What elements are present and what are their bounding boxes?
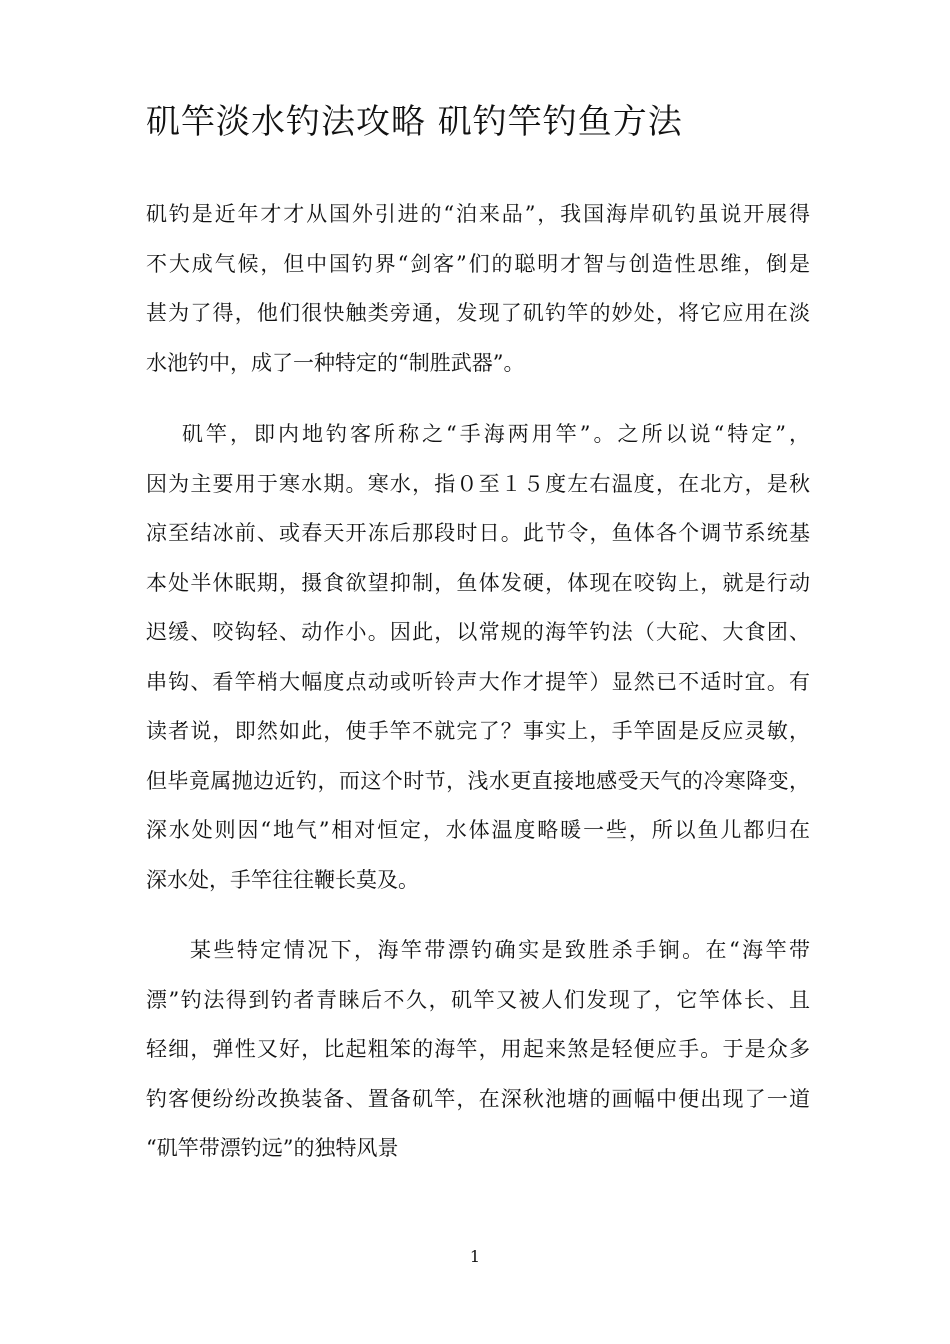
- paragraph-line: 轻细，弹性又好，比起粗笨的海竿，用起来煞是轻便应手。于是众多: [146, 1037, 810, 1061]
- paragraph-line: 矶钓是近年才才从国外引进的“泊来品”，我国海岸矶钓虽说开展得: [146, 202, 810, 226]
- paragraph-line: 但毕竟属抛边近钓，而这个时节，浅水更直接地感受天气的冷寒降变，: [146, 768, 810, 793]
- paragraph-line: 漂”钓法得到钓者青睐后不久，矶竿又被人们发现了，它竿体长、且: [146, 987, 810, 1012]
- paragraph-line: 钓客便纷纷改换装备、置备矶竿，在深秋池塘的画幅中便出现了一道: [146, 1086, 810, 1111]
- paragraph-1: [146, 190, 810, 388]
- paragraph-3: [146, 926, 810, 1174]
- paragraph-line: 串钩、看竿梢大幅度点动或听铃声大作才提竿）显然已不适时宜。有: [146, 669, 810, 694]
- paragraph-line: 不大成气候，但中国钓界“剑客”们的聪明才智与创造性思维，倒是: [146, 251, 810, 276]
- paragraph-line: 因为主要用于寒水期。寒水，指０至１５度左右温度，在北方，是秋: [146, 471, 810, 496]
- paragraph-line: 迟缓、咬钩轻、动作小。因此，以常规的海竿钓法（大砣、大食团、: [146, 620, 810, 644]
- paragraph-2: [146, 410, 810, 905]
- document-title: 矶竿淡水钓法攻略 矶钓竿钓鱼方法: [146, 102, 683, 142]
- paragraph-line: “矶竿带漂钓远”的独特风景: [146, 1136, 399, 1160]
- paragraph-line: 甚为了得，他们很快触类旁通，发现了矶钓竿的妙处，将它应用在淡: [146, 301, 810, 325]
- paragraph-line: 某些特定情况下，海竿带漂钓确实是致胜杀手锏。在“海竿带: [190, 938, 810, 962]
- paragraph-line: 水池钓中，成了一种特定的“制胜武器”。: [146, 350, 525, 375]
- paragraph-line: 本处半休眠期，摄食欲望抑制，鱼体发硬，体现在咬钩上，就是行动: [146, 570, 810, 595]
- paragraph-line: 矶竿，即内地钓客所称之“手海两用竿”。之所以说“特定”，: [182, 422, 810, 446]
- paragraph-line: 深水处，手竿往往鞭长莫及。: [146, 867, 419, 892]
- paragraph-line: 读者说，即然如此，使手竿不就完了？事实上，手竿固是反应灵敏，: [146, 719, 810, 743]
- paragraph-line: 凉至结冰前、或春天开冻后那段时日。此节令，鱼体各个调节系统基: [146, 521, 810, 545]
- paragraph-line: 深水处则因“地气”相对恒定，水体温度略暖一些，所以鱼儿都归在: [146, 818, 810, 842]
- page-number: 1: [469, 1247, 481, 1266]
